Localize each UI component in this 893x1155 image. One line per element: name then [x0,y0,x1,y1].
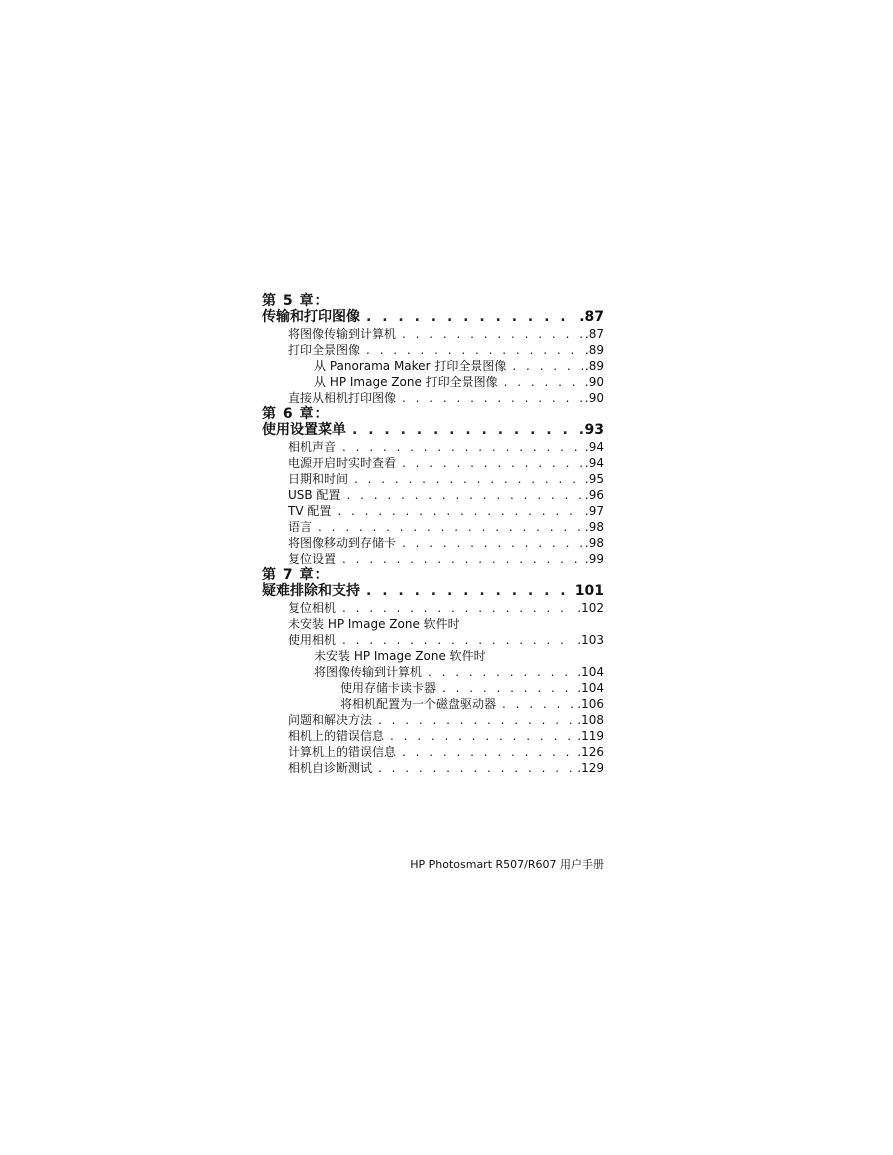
dot-leader [504,374,583,390]
toc-entry-title: 复位相机 [288,601,337,615]
toc-entry[interactable] [262,342,604,358]
toc-title: 使用设置菜单 [262,422,346,438]
toc-entry-title: 将图像传输到计算机 [314,665,423,679]
toc-entry[interactable] [262,616,604,632]
toc-entry-title: USB 配置 [288,488,341,502]
toc-page-number: .102 [577,601,604,615]
toc-page-number: .87 [579,309,604,325]
dot-leader [318,519,583,535]
toc-entry[interactable] [262,519,604,535]
toc-page-number: .99 [584,552,604,566]
toc-entry-title: 将相机配置为一个磁盘驱动器 [340,697,497,711]
toc-page-number: .94 [584,456,604,470]
dot-leader [512,358,583,374]
dot-leader [402,744,575,760]
dot-leader [402,455,583,471]
dot-leader [366,583,573,600]
toc-page-number: .108 [577,713,604,727]
toc-entry[interactable] [262,728,604,744]
toc-page-number: 93 [584,422,604,438]
toc-entry-title: 从 Panorama Maker 打印全景图像 [314,359,507,373]
toc-entry[interactable] [262,744,604,760]
toc-page-number: .90 [584,391,604,405]
toc-page-number: .95 [584,472,604,486]
toc-entry[interactable] [262,664,604,680]
toc-page-number: .126 [577,745,604,759]
toc-page-number: .104 [577,681,604,695]
toc-page-number: .87 [584,327,604,341]
toc-entry-title: 使用相机 [288,633,337,647]
dot-leader [337,503,583,519]
toc-chapter-6-title[interactable] [262,422,604,439]
toc-page-number: .104 [577,665,604,679]
toc-entry-title: 复位设置 [288,552,337,566]
toc-entry-title: 将图像传输到计算机 [288,327,397,341]
toc-entry[interactable] [262,680,604,696]
toc-entry-title: TV 配置 [288,504,332,518]
toc-entry[interactable] [262,648,604,664]
toc-entry-title: 将图像移动到存储卡 [288,536,397,550]
toc-page-number: .98 [584,536,604,550]
dot-leader [342,600,575,616]
toc-page-number: .96 [584,488,604,502]
toc-entry[interactable] [262,390,604,406]
toc-title: 疑难排除和支持 [262,583,360,599]
toc-entry-title: 打印全景图像 [288,343,361,357]
dot-leader [402,326,583,342]
toc-page-number: .106 [577,697,604,711]
toc-entry[interactable] [262,712,604,728]
toc-entry-title: 未安装 HP Image Zone 软件时 [288,617,460,631]
toc-entry[interactable] [262,760,604,776]
toc-entry[interactable] [262,696,604,712]
toc-entry[interactable] [262,471,604,487]
dot-leader [366,309,577,326]
dot-leader [342,551,583,567]
toc-page-number: .98 [584,520,604,534]
toc-entry-title: 使用存储卡读卡器 [340,681,437,695]
chapter-5-label: 第 5 章： [262,293,330,309]
toc-title: 传输和打印图像 [262,309,360,325]
toc-entry-title: 直接从相机打印图像 [288,391,397,405]
dot-leader [354,471,583,487]
toc-entry[interactable] [262,487,604,503]
table-of-contents [262,293,604,776]
dot-leader [428,664,575,680]
page-footer: HP Photosmart R507/R607 用户手册 [410,858,604,871]
dot-leader [346,487,582,503]
dot-leader [378,760,575,776]
toc-entry[interactable] [262,374,604,390]
toc-entry-title: 相机声音 [288,440,337,454]
dot-leader [366,342,583,358]
toc-entry-title: 计算机上的错误信息 [288,745,397,759]
toc-entry-title: 相机上的错误信息 [288,729,385,743]
toc-entry-title: 电源开启时实时查看 [288,456,397,470]
chapter-7-label: 第 7 章： [262,567,330,583]
toc-entry-title: 日期和时间 [288,472,349,486]
toc-page-number: .89 [584,343,604,357]
toc-entry[interactable] [262,455,604,471]
dot-leader [352,422,583,439]
toc-page-number: .119 [577,729,604,743]
toc-entry[interactable] [262,503,604,519]
toc-entry[interactable] [262,326,604,342]
dot-leader [402,390,583,406]
dot-leader [402,535,583,551]
chapter-6-label: 第 6 章： [262,406,330,422]
toc-entry-title: 相机自诊断测试 [288,761,373,775]
toc-page-number: .97 [584,504,604,518]
toc-page-number: .103 [577,633,604,647]
toc-page-number: 101 [574,583,604,599]
dot-leader [378,712,575,728]
toc-page-number: .89 [584,359,604,373]
toc-entry-title: 语言 [288,520,313,534]
toc-page-number: .94 [584,440,604,454]
toc-entry[interactable] [262,358,604,374]
dot-leader [342,632,575,648]
toc-entry-title: 未安装 HP Image Zone 软件时 [314,649,486,663]
dot-leader [442,680,575,696]
toc-page-number: .90 [584,375,604,389]
toc-entry-title: 从 HP Image Zone 打印全景图像 [314,375,498,389]
dot-leader [390,728,575,744]
toc-entry[interactable] [262,600,604,616]
toc-page-number: .129 [577,761,604,775]
dot-leader [502,696,575,712]
toc-entry-title: 问题和解决方法 [288,713,373,727]
toc-chapter-5-title[interactable] [262,309,604,326]
toc-entry[interactable] [262,551,604,567]
toc-entry[interactable] [262,632,604,648]
toc-entry[interactable] [262,535,604,551]
toc-chapter-7-title[interactable] [262,583,604,600]
toc-entry[interactable] [262,439,604,455]
dot-leader [342,439,583,455]
